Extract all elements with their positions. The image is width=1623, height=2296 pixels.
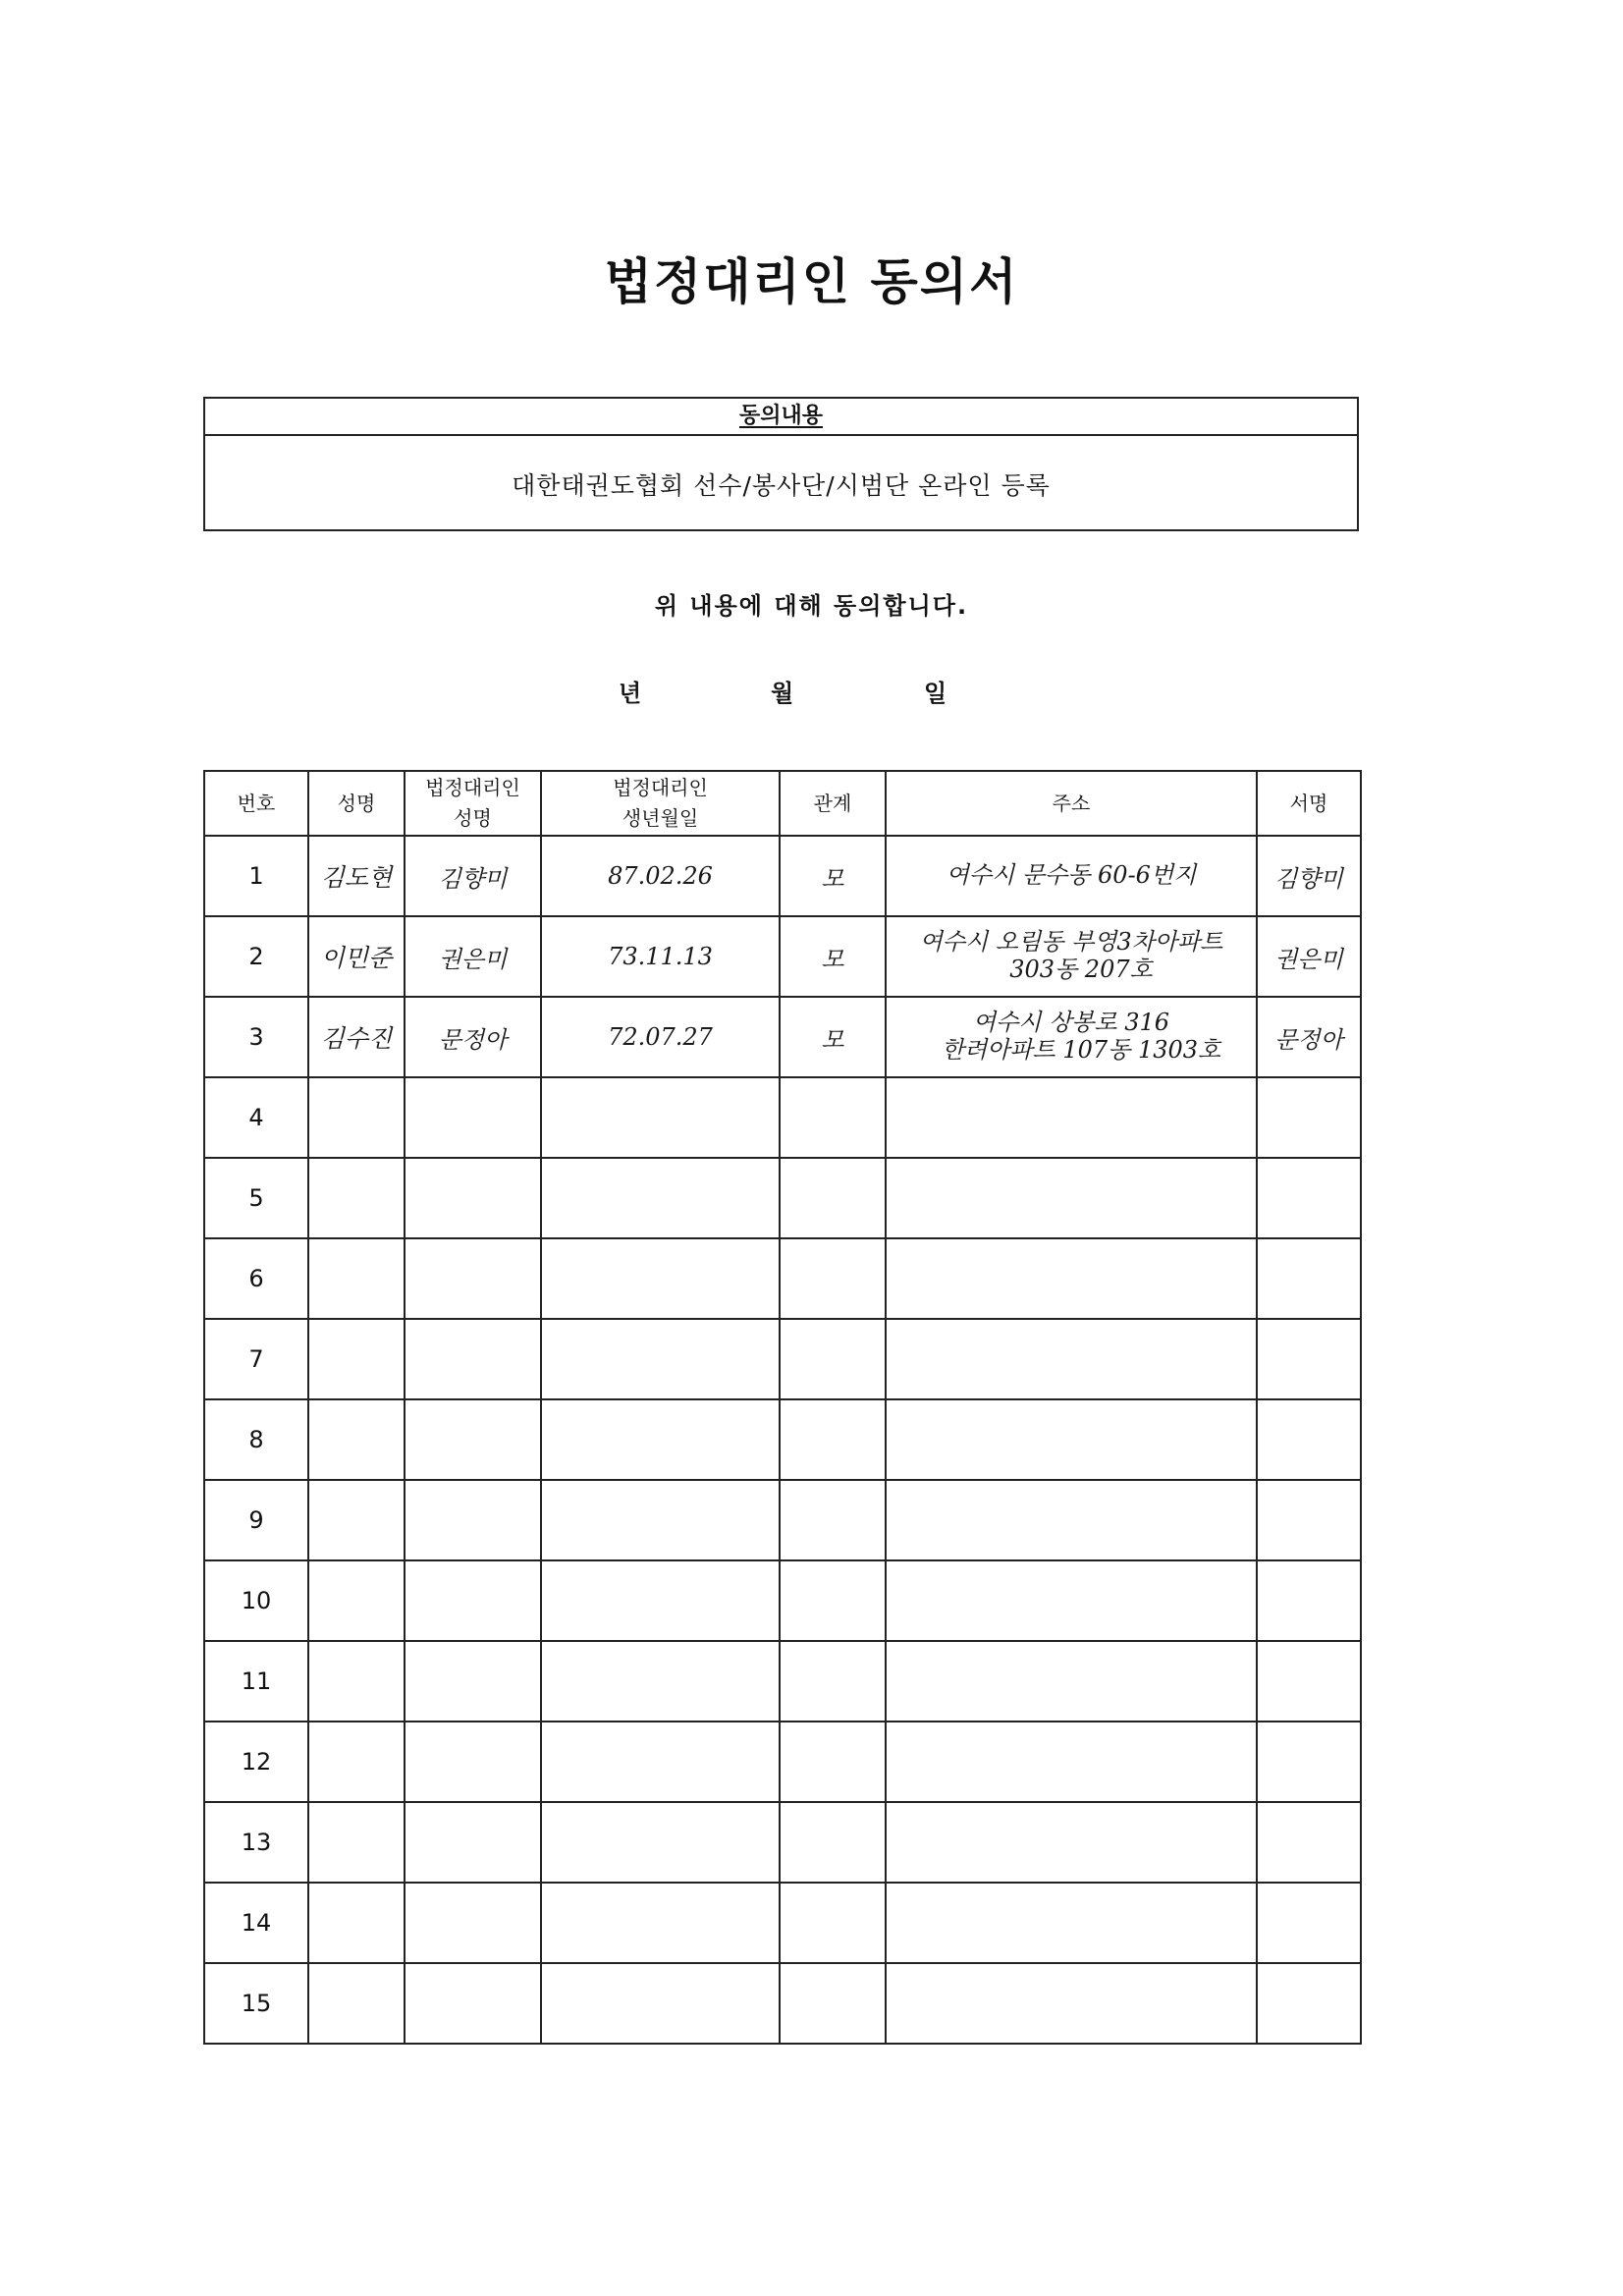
cell-name — [308, 1560, 405, 1641]
cell-guardian-birth: 73.11.13 — [541, 916, 780, 997]
cell-guardian-birth: 87.02.26 — [541, 836, 780, 916]
cell-relation — [780, 1963, 886, 2044]
header-no: 번호 — [204, 771, 308, 836]
header-address: 주소 — [886, 771, 1257, 836]
cell-no: 5 — [204, 1158, 308, 1238]
cell-relation — [780, 1722, 886, 1802]
cell-guardian-name: 권은미 — [405, 916, 541, 997]
cell-address — [886, 1641, 1257, 1722]
cell-guardian-name — [405, 1560, 541, 1641]
cell-relation — [780, 1560, 886, 1641]
cell-address — [886, 1077, 1257, 1158]
cell-no: 15 — [204, 1963, 308, 2044]
cell-name — [308, 1802, 405, 1883]
cell-name — [308, 1641, 405, 1722]
consent-content: 대한태권도협회 선수/봉사단/시범단 온라인 등록 — [512, 470, 1051, 500]
cell-guardian-birth — [541, 1158, 780, 1238]
cell-no: 13 — [204, 1802, 308, 1883]
cell-guardian-name — [405, 1319, 541, 1399]
table-header-row — [204, 771, 1361, 836]
date-day-label: 일 — [924, 680, 947, 707]
cell-name — [308, 1480, 405, 1560]
cell-address — [886, 1802, 1257, 1883]
cell-signature — [1257, 1560, 1361, 1641]
cell-address — [886, 1560, 1257, 1641]
date-year-label: 년 — [619, 680, 642, 707]
header-name: 성명 — [308, 771, 405, 836]
table-row — [204, 1077, 1361, 1158]
header-guardian-birth-line1: 법정대리인 — [613, 776, 708, 799]
address-line-2: 303동 207호 — [1009, 956, 1153, 983]
cell-name — [308, 1722, 405, 1802]
cell-relation — [780, 1399, 886, 1480]
address-line-2: 한려아파트 107동 1303호 — [941, 1036, 1221, 1064]
cell-signature — [1257, 1963, 1361, 2044]
cell-guardian-name — [405, 1077, 541, 1158]
address-line-1: 여수시 오림동 부영3차아파트 — [919, 928, 1223, 957]
cell-no: 9 — [204, 1480, 308, 1560]
cell-address — [886, 1480, 1257, 1560]
cell-signature — [1257, 1883, 1361, 1963]
consent-header — [205, 399, 1357, 436]
table-row — [204, 1722, 1361, 1802]
cell-signature — [1257, 1722, 1361, 1802]
table-row — [204, 1883, 1361, 1963]
cell-address — [886, 836, 1257, 916]
cell-signature — [1257, 1641, 1361, 1722]
cell-guardian-name: 문정아 — [405, 997, 541, 1077]
cell-relation — [780, 1883, 886, 1963]
header-signature: 서명 — [1257, 771, 1361, 836]
cell-guardian-name — [405, 1399, 541, 1480]
cell-guardian-name — [405, 1883, 541, 1963]
cell-signature: 문정아 — [1257, 997, 1361, 1077]
cell-no: 8 — [204, 1399, 308, 1480]
table-row — [204, 1480, 1361, 1560]
cell-name — [308, 1883, 405, 1963]
cell-address — [886, 1238, 1257, 1319]
cell-guardian-birth — [541, 1641, 780, 1722]
cell-no: 7 — [204, 1319, 308, 1399]
cell-no: 14 — [204, 1883, 308, 1963]
cell-guardian-birth — [541, 1399, 780, 1480]
cell-signature — [1257, 1238, 1361, 1319]
table-row — [204, 1319, 1361, 1399]
cell-guardian-birth — [541, 1238, 780, 1319]
cell-address — [886, 1158, 1257, 1238]
cell-relation — [780, 1641, 886, 1722]
table-row — [204, 1641, 1361, 1722]
cell-signature: 권은미 — [1257, 916, 1361, 997]
agreement-statement: 위 내용에 대해 동의합니다. — [654, 592, 969, 620]
table-row — [204, 1802, 1361, 1883]
cell-relation — [780, 1238, 886, 1319]
cell-guardian-birth — [541, 1883, 780, 1963]
table-row — [204, 1238, 1361, 1319]
cell-address — [886, 1883, 1257, 1963]
cell-guardian-name — [405, 1802, 541, 1883]
cell-guardian-birth: 72.07.27 — [541, 997, 780, 1077]
cell-name: 김수진 — [308, 997, 405, 1077]
cell-guardian-birth — [541, 1722, 780, 1802]
header-guardian-birth — [541, 771, 780, 836]
table-row — [204, 1399, 1361, 1480]
consent-box — [203, 397, 1359, 531]
cell-relation — [780, 1802, 886, 1883]
cell-relation: 모 — [780, 997, 886, 1077]
table-row — [204, 1158, 1361, 1238]
cell-no: 2 — [204, 916, 308, 997]
cell-no: 4 — [204, 1077, 308, 1158]
cell-relation — [780, 1480, 886, 1560]
cell-guardian-birth — [541, 1480, 780, 1560]
cell-name — [308, 1158, 405, 1238]
cell-guardian-name — [405, 1158, 541, 1238]
cell-relation — [780, 1077, 886, 1158]
cell-no: 11 — [204, 1641, 308, 1722]
cell-name — [308, 1077, 405, 1158]
guardian-table — [203, 770, 1362, 2045]
cell-signature — [1257, 1319, 1361, 1399]
cell-guardian-birth — [541, 1319, 780, 1399]
header-guardian-name-line2: 성명 — [454, 806, 492, 830]
cell-signature: 김향미 — [1257, 836, 1361, 916]
table-row — [204, 1963, 1361, 2044]
cell-relation: 모 — [780, 836, 886, 916]
cell-guardian-name — [405, 1641, 541, 1722]
cell-no: 10 — [204, 1560, 308, 1641]
address-line-1: 여수시 상봉로 316 — [972, 1009, 1170, 1037]
cell-signature — [1257, 1399, 1361, 1480]
cell-address — [886, 916, 1257, 997]
cell-signature — [1257, 1158, 1361, 1238]
cell-no: 6 — [204, 1238, 308, 1319]
cell-name — [308, 1399, 405, 1480]
cell-name — [308, 1963, 405, 2044]
cell-guardian-name: 김향미 — [405, 836, 541, 916]
cell-guardian-birth — [541, 1802, 780, 1883]
consent-header-label: 동의내용 — [738, 404, 823, 428]
header-guardian-name-line1: 법정대리인 — [425, 776, 520, 799]
cell-name — [308, 1319, 405, 1399]
cell-relation — [780, 1158, 886, 1238]
cell-guardian-name — [405, 1238, 541, 1319]
table-row — [204, 916, 1361, 997]
cell-guardian-birth — [541, 1560, 780, 1641]
table-body — [204, 836, 1361, 2044]
table-row — [204, 1560, 1361, 1641]
cell-no: 12 — [204, 1722, 308, 1802]
table-row — [204, 997, 1361, 1077]
cell-guardian-birth — [541, 1963, 780, 2044]
cell-guardian-name — [405, 1722, 541, 1802]
table-row — [204, 836, 1361, 916]
cell-address — [886, 1963, 1257, 2044]
cell-relation: 모 — [780, 916, 886, 997]
cell-address — [886, 1399, 1257, 1480]
cell-address — [886, 1722, 1257, 1802]
cell-address — [886, 997, 1257, 1077]
cell-address — [886, 1319, 1257, 1399]
header-relation: 관계 — [780, 771, 886, 836]
cell-name: 김도현 — [308, 836, 405, 916]
cell-signature — [1257, 1480, 1361, 1560]
cell-signature — [1257, 1802, 1361, 1883]
cell-no: 1 — [204, 836, 308, 916]
cell-signature — [1257, 1077, 1361, 1158]
cell-relation — [780, 1319, 886, 1399]
cell-name: 이민준 — [308, 916, 405, 997]
cell-guardian-name — [405, 1480, 541, 1560]
cell-guardian-birth — [541, 1077, 780, 1158]
cell-name — [308, 1238, 405, 1319]
address-line-1: 여수시 문수동 60-6번지 — [946, 861, 1197, 890]
cell-guardian-name — [405, 1963, 541, 2044]
date-month-label: 월 — [771, 680, 794, 707]
document-title: 법정대리인 동의서 — [604, 253, 1019, 310]
cell-no: 3 — [204, 997, 308, 1077]
header-guardian-birth-line2: 생년월일 — [622, 806, 699, 830]
header-guardian-name — [405, 771, 541, 836]
